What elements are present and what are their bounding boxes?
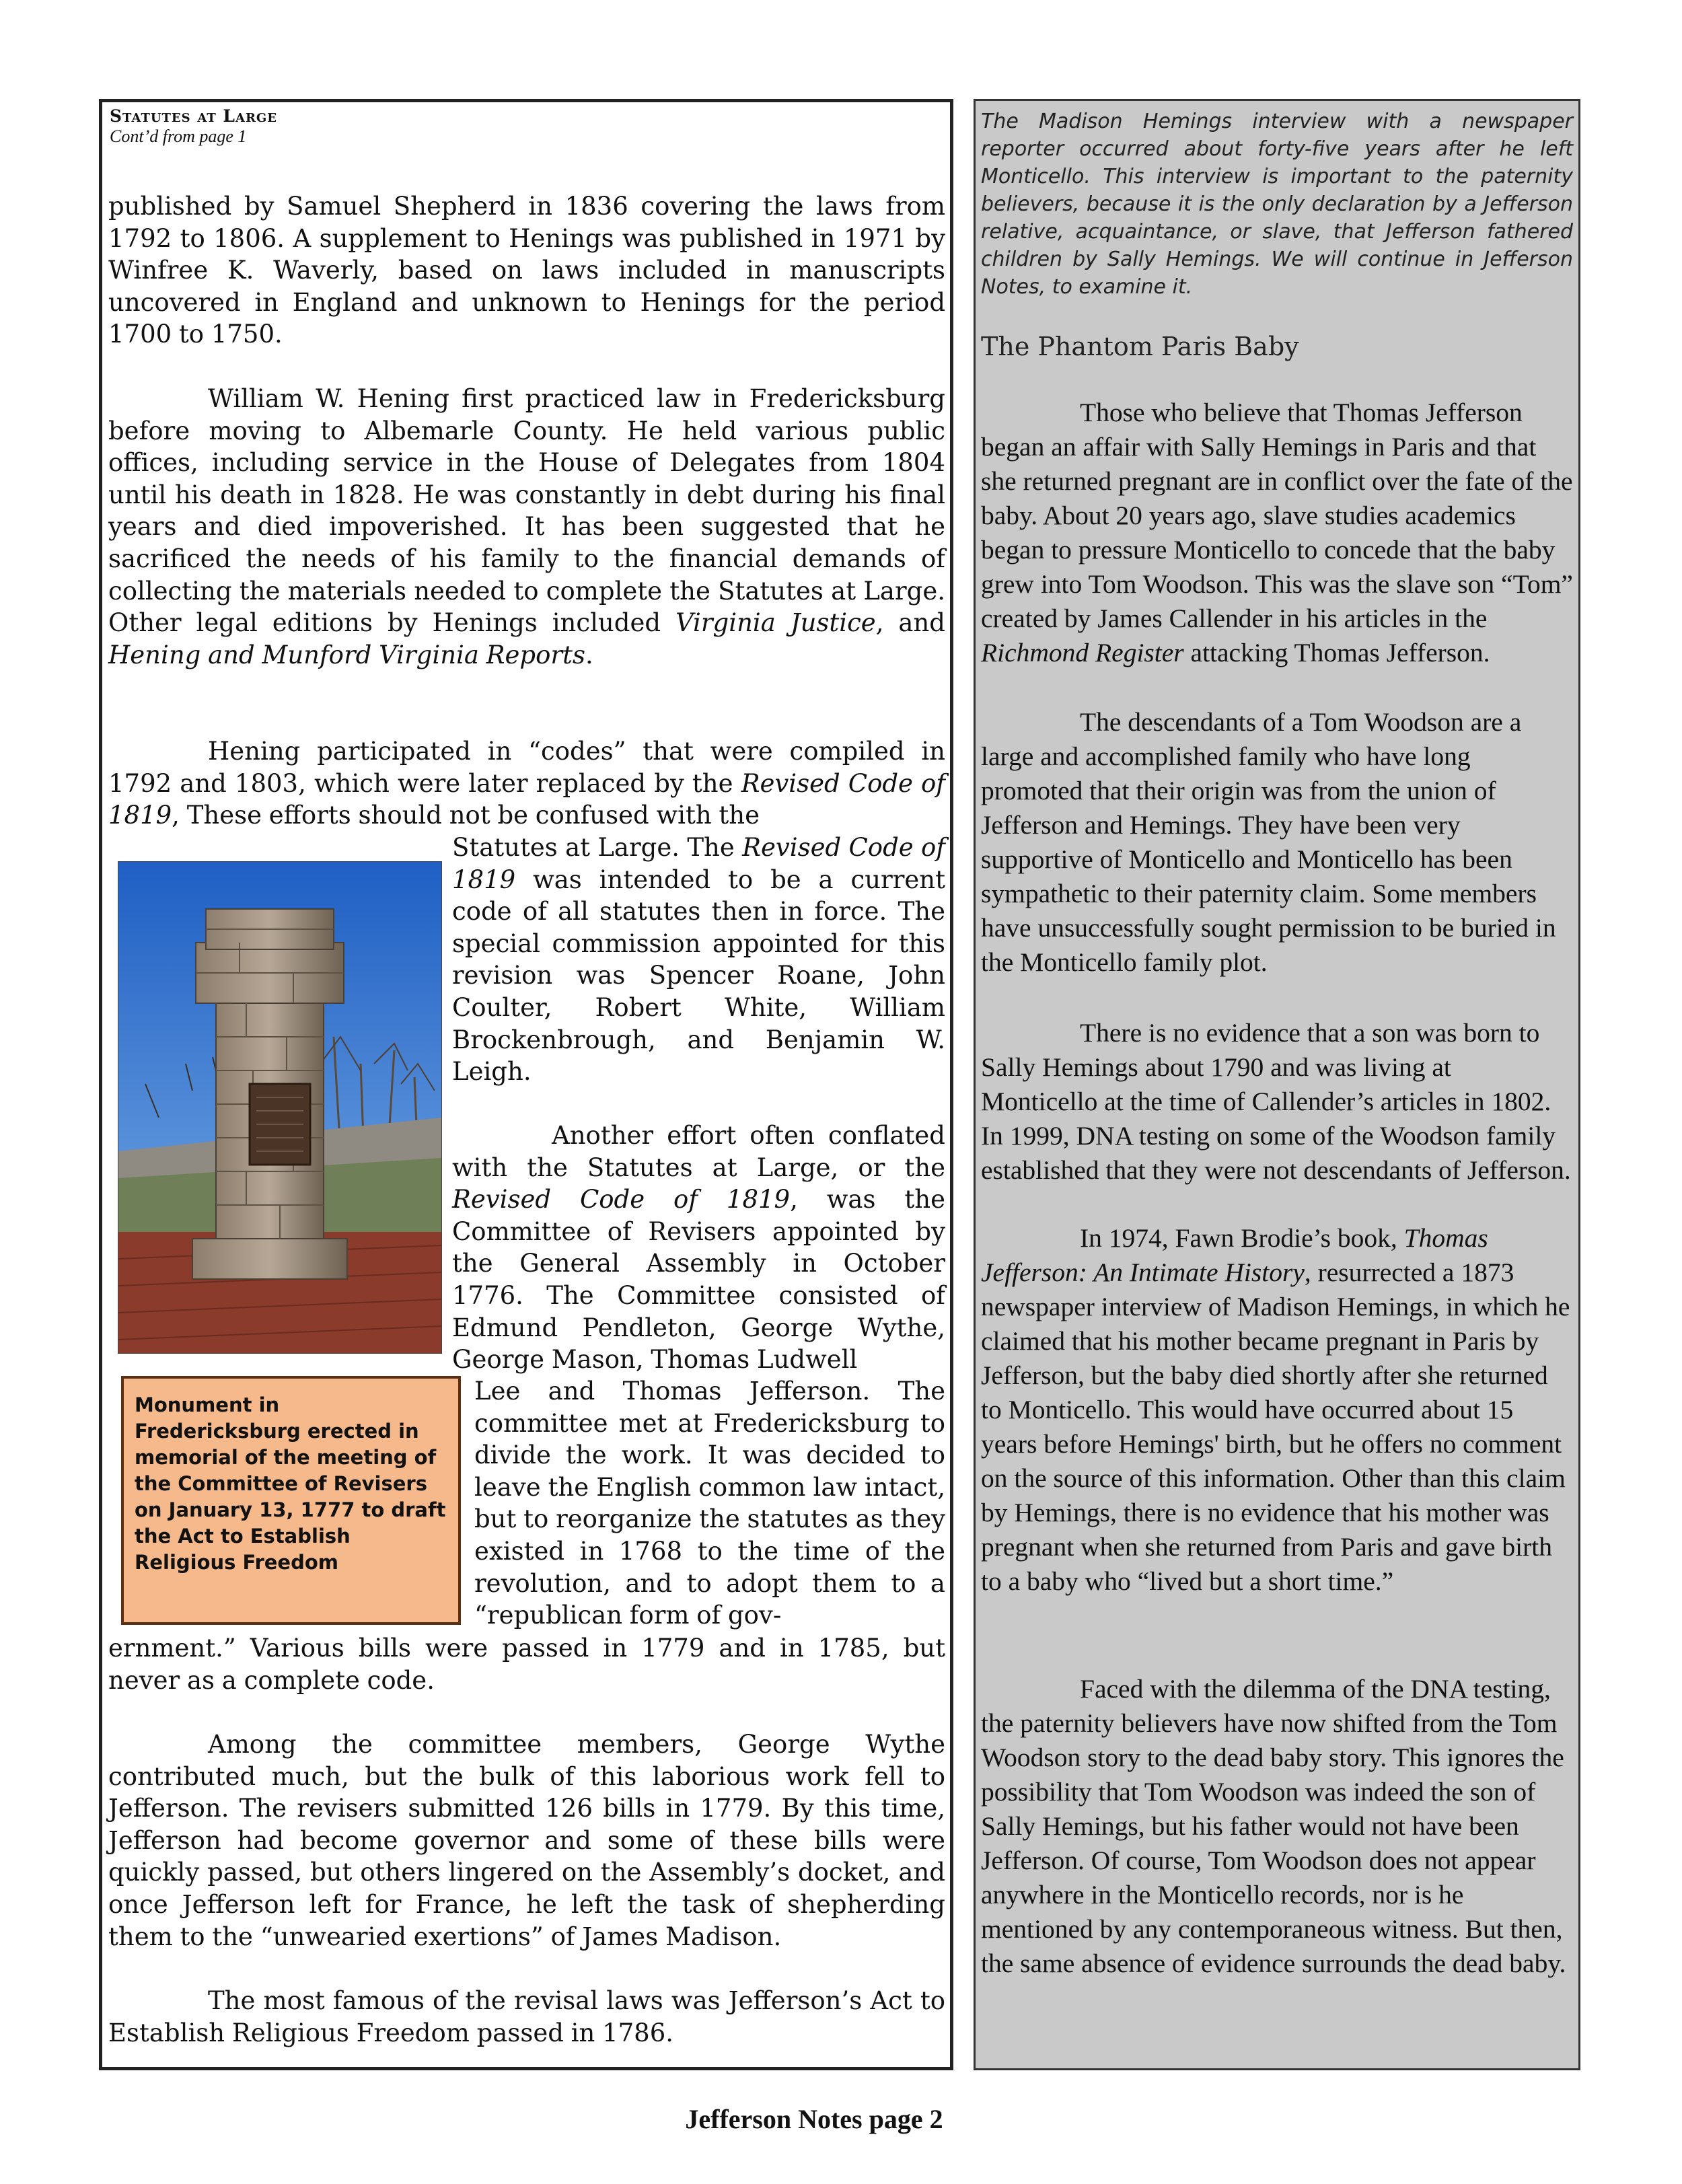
paragraph-2-text: William W. Hening first practiced law in Fredericksburg before moving to Albemarle County. He held various public offices, including service in the House of Delegates from 1804 until his death in 1828. He was constantly in debt during his final years and died impoverished. It has been suggested that he sacrificed the needs of his family to the financial demands of collecting the materials needed to complete the Statutes at Large. Other legal editions by Henings included — [108, 384, 945, 638]
paragraph-4-continued: Lee and Thomas Jefferson. The committee met at Fredericksburg to divide the work. It was decided to leave the English common law intact, but to reorganize the statutes as they existed in 1768 to the time of the revolution, and to adopt them to a “republican form of gov- — [474, 1377, 945, 1630]
paragraph-2 — [108, 383, 945, 671]
sidebar-paragraph-1 — [981, 396, 1574, 670]
paragraph-4-end: ernment.” Various bills were passed in 1779 and in 1785, but never as a complete code. — [108, 1634, 945, 1695]
paragraph-3-cont2: was intended to be a current code of all statutes then in force. The special commission appointed for this revision was Spencer Roane, John Coulter, Robert White, William Brockenbrough, and Benjamin W. Leigh. — [452, 865, 946, 1087]
continued-note: Cont’d from page 1 — [110, 126, 247, 146]
paragraph-4-text: Another effort often conflated with the Statutes at Large, or the — [452, 1121, 945, 1182]
paragraph-1: published by Samuel Shepherd in 1836 covering the laws from 1792 to 1806. A supplement to Henings was published in 1971 by Winfree K. Waverly, based on laws included in manuscripts uncovered in England and unknown to Henings for the period 1700 to 1750. — [108, 192, 945, 349]
paragraph-4 — [452, 1120, 945, 1376]
page-footer: Jefferson Notes page 2 — [685, 2104, 943, 2134]
paragraph-3-continued — [452, 832, 945, 1088]
paragraph-2-and: , and — [875, 608, 945, 638]
title-hening-munford: Hening and Munford Virginia Reports — [108, 640, 585, 669]
title-richmond-register: Richmond Register — [981, 638, 1184, 667]
sidebar-paragraph-1-text: Those who believe that Thomas Jefferson began an affair with Sally Hemings in Paris and that she returned pregnant are in conflict over the fate of the baby. About 20 years ago, slave studies academics began to pressure Monticello to concede that the baby grew into Tom Woodson. This was the slave son “Tom” created by James Callender in his articles in the — [981, 398, 1573, 633]
sidebar-paragraph-4-text: In 1974, Fawn Brodie’s book, — [1080, 1223, 1397, 1253]
paragraph-4-cont: , was the Committee of Revisers appointed by the General Assembly in October 1776. The Committee consisted of Edmund Pendleton, George Wythe, George Mason, Thomas Ludwell — [452, 1185, 945, 1375]
photo-caption: Monument in Fredericksburg erected in memorial of the meeting of the Committee of Revisers on January 13, 1777 to draft the Act to Establish Religious Freedom — [121, 1376, 461, 1625]
paragraph-5: Among the committee members, George Wythe contributed much, but the bulk of this laborious work fell to Jefferson. The revisers submitted 126 bills in 1779. By this time, Jefferson had become governor and some of these bills were quickly passed, but others lingered on the Assembly’s docket, and once Jefferson left for France, he left the task of shepherding them to the “unwearied exertions” of James Madison. — [108, 1730, 945, 1951]
paragraph-3-cont1: Statutes at Large. The — [452, 833, 735, 862]
title-revised-code: Revised Code of 1819 — [108, 768, 945, 830]
sidebar-paragraph-3: There is no evidence that a son was born to Sally Hemings about 1790 and was living at Monticello at the time of Callender’s articles in 1802. In 1999, DNA testing on some of the Woodson family established that they were not descendants of Jefferson. — [981, 1018, 1571, 1185]
paragraph-3-mid: , These efforts should not be confused with the — [172, 801, 760, 830]
paragraph-2-end: . — [585, 640, 593, 669]
monument-photo — [118, 861, 442, 1354]
sidebar-paragraph-2: The descendants of a Tom Woodson are a large and accomplished family who have long promoted that their origin was from the union of Jefferson and Hemings. They have been very supportive of Monticello and Monticello has been sympathetic to their paternity claim. Some members have unsuccessfully sought permission to be buried in the Monticello family plot. — [981, 707, 1556, 977]
paragraph-3 — [108, 735, 945, 832]
title-virginia-justice: Virginia Justice — [675, 608, 876, 638]
title-revised-code-3: Revised Code of 1819 — [452, 1185, 791, 1214]
sidebar-paragraph-5: Faced with the dilemma of the DNA testing, the paternity believers have now shifted from the Tom Woodson story to the dead baby story. This ignores the possibility that Tom Woodson was indeed the son of Sally Hemings, but his father would not have been Jefferson. Of course, Tom Woodson does not appear anywhere in the Monticello records, nor is he mentioned by any contemporaneous witness. But then, the same absence of evidence surrounds the dead baby. — [981, 1674, 1566, 1978]
sidebar-paragraph-1-end: attacking Thomas Jefferson. — [1190, 638, 1490, 667]
sidebar-intro: The Madison Hemings interview with a newspaper reporter occurred about forty-five years after he left Monticello. This interview is important to the paternity believers, because it is the only declaration by a Jefferson relative, acquaintance, or slave, that Jefferson fathered children by Sally Hemings. We will continue in Jefferson Notes, to examine it. — [981, 110, 1573, 299]
paragraph-6: The most famous of the revisal laws was Jefferson’s Act to Establish Religious Freedom passed in 1786. — [108, 1986, 945, 2047]
sidebar-paragraph-4-end: , resurrected a 1873 newspaper interview of Madison Hemings, in which he claimed that his mother became pregnant in Paris by Jefferson, but the baby died shortly after she returned to Monticello. This would have occurred about 15 years before Hemings' birth, but he offers no comment on the source of this information. Other than this claim by Hemings, there is no evidence that his mother was pregnant when she returned from Paris and gave birth to a baby who “lived but a short time.” — [981, 1258, 1570, 1596]
title-revised-code-2: Revised Code of 1819 — [452, 833, 945, 894]
title-brodie-book: Thomas Jefferson: An Intimate History — [981, 1223, 1488, 1287]
sidebar-heading: The Phantom Paris Baby — [981, 332, 1299, 361]
sidebar-paragraph-4 — [981, 1221, 1574, 1599]
article-header — [110, 106, 277, 147]
paragraph-3-text: Hening participated in “codes” that were compiled in 1792 and 1803, which were later replaced by the — [108, 737, 945, 798]
article-title: Statutes at Large — [110, 106, 278, 126]
